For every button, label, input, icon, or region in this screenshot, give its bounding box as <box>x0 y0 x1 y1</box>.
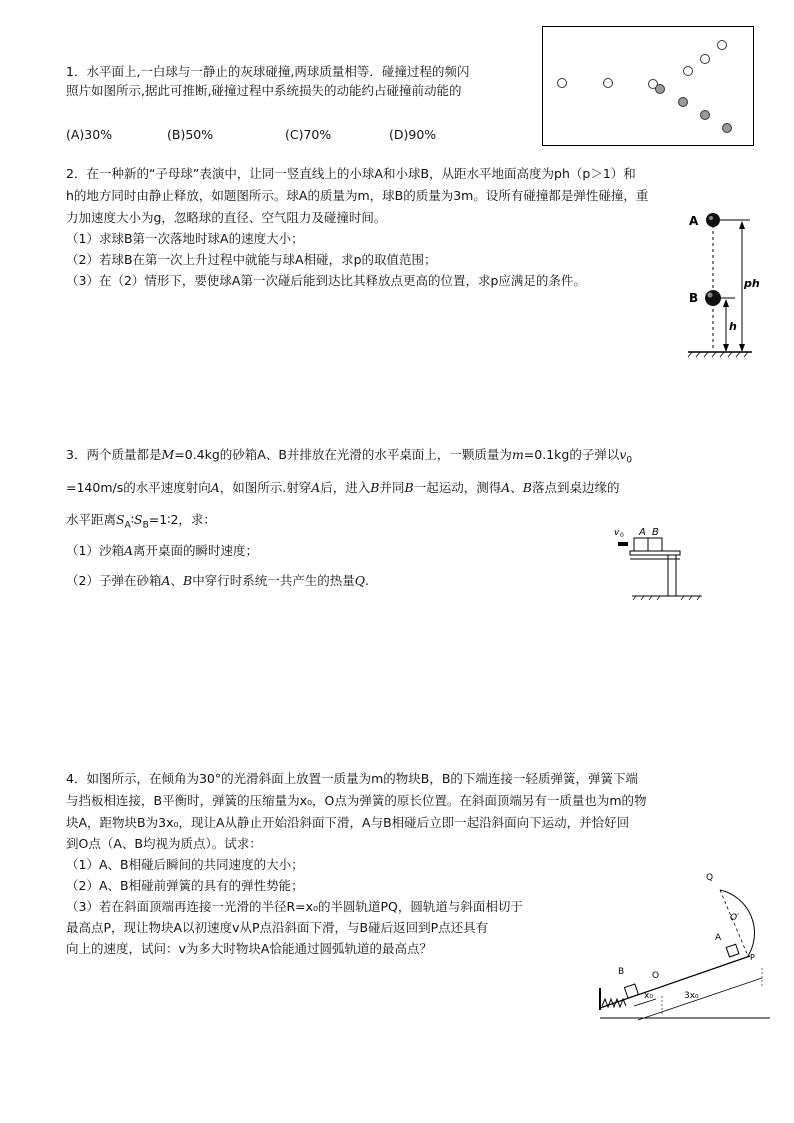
white-ball <box>558 79 567 88</box>
gray-ball <box>701 111 710 120</box>
q4-text-line-4: 到O点（A、B均视为质点）。试求： <box>66 836 262 851</box>
table-top <box>630 551 680 555</box>
q2-text-line-3: 力加速度大小为g，忽略球的直径、空气阻力及碰撞时间。 <box>66 210 387 225</box>
q3-subquestion-2: （2）子弹在砂箱A、B中穿行时系统一共产生的热量Q. <box>66 573 369 588</box>
block-a <box>726 944 739 957</box>
label-v0: v <box>614 528 620 538</box>
q2-text-line-2: h的地方同时由静止释放，如题图所示。球A的质量为m，球B的质量为3m。设所有碰撞都是弹性碰撞，重 <box>66 188 649 203</box>
label-b: B <box>689 291 699 305</box>
q2-subquestion-2: （2）若球B在第一次上升过程中就能与球A相碰，求p的取值范围； <box>66 252 437 267</box>
q3-text-line-3: 水平距离$S_A∶S_B=1∶2$，求： <box>66 512 216 531</box>
q2-subquestion-1: （1）求球B第一次落地时球A的速度大小； <box>66 231 304 246</box>
q4-subquestion-2: （2）A、B相碰前弹簧的具有的弹性势能； <box>66 878 304 893</box>
sandbox-a <box>634 538 648 551</box>
q4-incline-semicircle-figure <box>590 868 780 1038</box>
gray-ball <box>656 85 665 94</box>
gray-ball <box>679 98 688 107</box>
label-q: Q <box>706 873 714 883</box>
q4-text-line-2: 与挡板相连接，B平衡时，弹簧的压缩量为x₀，O点为弹簧的原长位置。在斜面顶端另有一质量也为m的物 <box>66 793 647 808</box>
label-p: P <box>750 953 755 962</box>
label-a: A <box>689 214 699 228</box>
q1-option-b: (B)50% <box>167 127 214 142</box>
q2-drop-balls-figure <box>680 205 760 360</box>
label-a: A <box>715 933 722 943</box>
bullet <box>618 542 628 546</box>
q4-text-line-3: 块A，距物块B为3x₀，现让A从静止开始沿斜面下滑，A与B相碰后立即一起沿斜面向下运动，并恰好回 <box>66 815 630 830</box>
q4-subquestion-3-line-1: （3）若在斜面顶端再连接一光滑的半径R=x₀的半圆轨道PQ，圆轨道与斜面相切于 <box>66 899 523 914</box>
ball-b <box>705 290 721 306</box>
q4-subquestion-3-line-2: 最高点P，现让物块A以初速度v从P点沿斜面下滑，与B碰后返回到P点还具有 <box>66 920 489 935</box>
q2-text-line-1: 2．在一种新的“子母球”表演中，让同一竖直线上的小球A和小球B，从距水平地面高度为ph（p＞1）和 <box>66 166 636 181</box>
label-a: A <box>639 527 646 538</box>
q1-text-line-2: 照片如图所示,据此可推断,碰撞过程中系统损失的动能约占碰撞前动能的 <box>66 83 462 98</box>
q1-options <box>66 125 466 144</box>
q1-text-line-1: 1．水平面上,一白球与一静止的灰球碰撞,两球质量相等．碰撞过程的频闪 <box>66 64 470 79</box>
q3-sandbox-table-figure <box>606 520 706 602</box>
white-ball <box>701 55 710 64</box>
white-ball <box>684 67 693 76</box>
q1-option-a: (A)30% <box>66 127 113 142</box>
white-ball <box>718 41 727 50</box>
label-o-prime: O′ <box>730 913 740 923</box>
q3-text-line-1: 3．两个质量都是M=0.4kg的砂箱A、B并排放在光滑的水平桌面上，一颗质量为m=0.1kg的子弹以$v_0$ <box>66 447 633 466</box>
label-ph: ph <box>744 277 760 290</box>
q1-option-d: (D)90% <box>389 127 437 142</box>
q4-subquestion-3-line-3: 向上的速度，试问：v为多大时物块A恰能通过圆弧轨道的最高点？ <box>66 941 432 956</box>
q3-subquestion-1: （1）沙箱A离开桌面的瞬时速度； <box>66 543 258 558</box>
white-ball <box>604 79 613 88</box>
q4-text-line-1: 4．如图所示，在倾角为30°的光滑斜面上放置一质量为m的物块B，B的下端连接一轻质弹簧，弹簧下端 <box>66 771 638 786</box>
q1-strobe-photo-figure <box>542 26 754 146</box>
gray-ball <box>723 124 732 133</box>
label-3x0: 3x₀ <box>684 991 699 1001</box>
label-x0: x₀ <box>644 991 653 1001</box>
semicircle-track <box>720 890 755 956</box>
q4-subquestion-1: （1）A、B相碰后瞬间的共同速度的大小； <box>66 857 304 872</box>
label-b: B <box>618 967 625 977</box>
label-b: B <box>652 527 659 538</box>
sandbox-b <box>648 538 662 551</box>
label-h: h <box>729 320 737 333</box>
q1-option-c: (C)70% <box>285 127 332 142</box>
label-o: O <box>652 971 660 981</box>
q2-subquestion-3: （3）在（2）情形下，要使球A第一次碰后能到达比其释放点更高的位置，求p应满足的条件。 <box>66 273 586 288</box>
q3-text-line-2: =140m/s的水平速度射向A，如图所示.射穿A后，进入B并同B一起运动，测得A、B落点到桌边缘的 <box>66 480 620 495</box>
svg-text:0: 0 <box>620 532 624 539</box>
ball-a <box>706 213 720 227</box>
